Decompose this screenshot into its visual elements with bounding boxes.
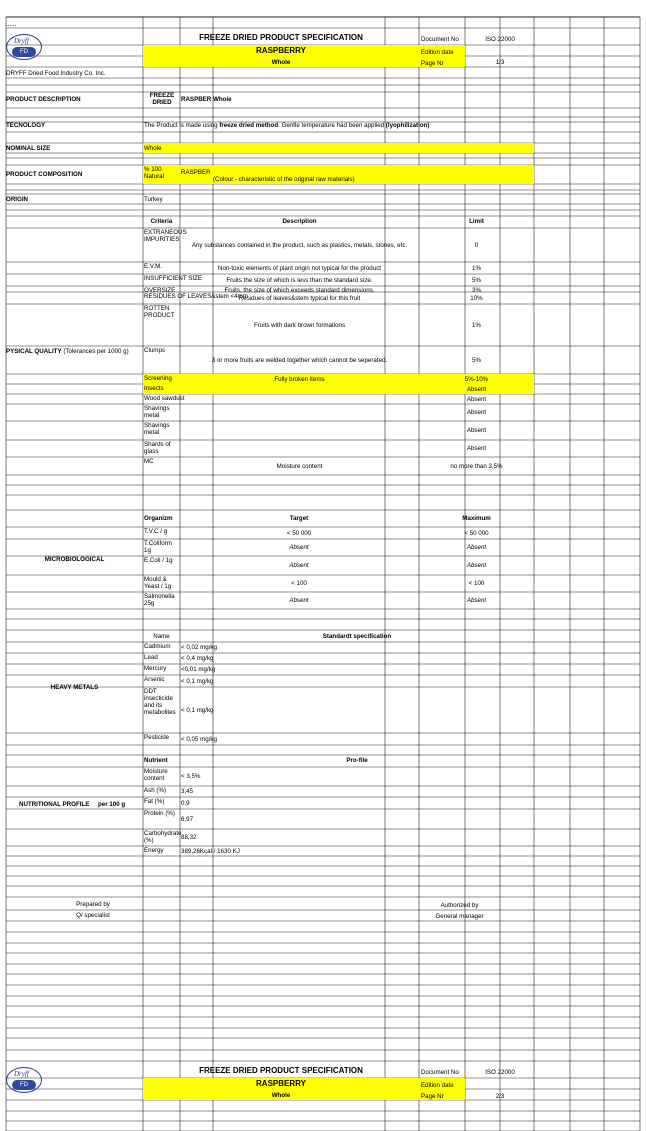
metal-value-cell: < 0,1 mg/kg xyxy=(181,677,214,685)
authorized-by: Authorized by xyxy=(440,902,479,909)
physical-header-description: Description xyxy=(282,218,317,225)
composition-note: (Colour - characteristic of the original raw materials) xyxy=(213,176,355,183)
organism-cell: Mould & Yeast / 1g xyxy=(144,576,172,590)
maximum-cell: Absent xyxy=(466,544,487,551)
target-cell: < 100 xyxy=(291,580,307,587)
nutrient-cell: Moisture content xyxy=(144,768,168,782)
criteria-cell: Clumps xyxy=(144,347,165,354)
nutrient-cell: Ash (%) xyxy=(144,787,167,794)
limit-cell: no more than 3,5% xyxy=(450,462,503,470)
criteria-cell: OVERSIZE xyxy=(144,287,176,294)
description-cell: Fruits, the size of which exceeds standard dimensions. xyxy=(224,287,375,294)
micro-header-organism: Organizm xyxy=(144,515,173,522)
spec-title-page-2: FREEZE DRIED PRODUCT SPECIFICATION xyxy=(199,1066,363,1075)
description-cell: 3 or more fruits are welded together which cannot be seperated. xyxy=(211,356,388,364)
metal-name-cell: Lead xyxy=(144,654,158,661)
criteria-cell: Shavings metal xyxy=(144,405,170,419)
nutrient-value-cell: 88,32 xyxy=(181,834,197,841)
limit-cell: Absent xyxy=(466,385,487,393)
criteria-cell: EXTRANEOUS IMPURITIES xyxy=(144,229,187,243)
physical-quality-label: PYSICAL QUALITY (Tolerances per 1000 g) xyxy=(6,348,129,355)
description-form: Whole xyxy=(213,96,232,103)
origin-value: Turkey xyxy=(144,196,163,203)
criteria-cell: Insects xyxy=(144,385,164,392)
document-no-page-2: ISO 22000 xyxy=(485,1069,515,1076)
maximum-cell: Absent xyxy=(466,597,487,604)
edition-date-label-page-2: Edition date xyxy=(421,1082,454,1089)
technology-text: The Product is made using freeze dried method. Gentle temperature had been applied (lyophilization) xyxy=(144,122,430,129)
page-nr-label: Page Nr xyxy=(421,60,444,67)
target-cell: Absent xyxy=(289,597,309,604)
physical-header-criteria: Criteria xyxy=(150,218,173,225)
limit-cell: Absent xyxy=(466,395,487,403)
authorized-role: General manager xyxy=(435,913,484,920)
origin-label: ORIGIN xyxy=(6,196,29,203)
criteria-cell: Wood sawdust xyxy=(144,395,185,402)
document-no: ISO 22000 xyxy=(485,36,515,43)
metal-name-cell: DDT insecticide and its metabolites xyxy=(144,688,176,716)
limit-cell: Absent xyxy=(466,409,487,416)
nutrient-cell: Fat (%) xyxy=(144,798,165,805)
limit-cell: 1% xyxy=(472,321,481,329)
metals-header-spec: Standardt specification xyxy=(322,633,392,640)
company-name: DRYFF Dried Food Industry Co. Inc. xyxy=(6,70,106,77)
metal-value-cell: < 0,4 mg/kg xyxy=(181,655,214,662)
highlight-nominal xyxy=(143,143,534,153)
criteria-cell: MC xyxy=(144,458,154,465)
heavy-metals-label: HEAVY METALS xyxy=(50,684,99,691)
description-fruit: RASPBER xyxy=(181,96,212,103)
nominal-size-label: NOMINAL SIZE xyxy=(6,145,51,152)
company-logo xyxy=(6,34,42,60)
limit-cell: 5% xyxy=(472,276,481,284)
description-cell: Moisture content xyxy=(276,462,323,470)
metal-value-cell: < 0,1 mg/kg xyxy=(181,706,214,714)
logo-badge: FD xyxy=(12,1080,36,1090)
corner-mark: ...... xyxy=(6,21,17,28)
nutrient-value-cell: 0,9 xyxy=(181,799,190,807)
description-cell: Fruits with dark brown formations xyxy=(253,321,346,329)
metals-header-name: Name xyxy=(153,633,170,640)
maximum-cell: < 50 000 xyxy=(464,529,489,537)
metal-value-cell: < 0,05 mg/kg xyxy=(181,735,217,743)
target-cell: Absent xyxy=(289,544,309,551)
physical-header-limit: Limit xyxy=(469,218,484,225)
metal-value-cell: <0,01 mg/kg xyxy=(181,666,216,673)
description-cell: Non-toxic elements of plant origin not typical for the product xyxy=(217,264,382,272)
spec-title: FREEZE DRIED PRODUCT SPECIFICATION xyxy=(199,33,363,42)
prepared-role: Q/ specialist xyxy=(76,912,110,919)
criteria-cell: Shards of glass xyxy=(144,441,171,455)
nutrition-header-profile: Pro-file xyxy=(346,757,368,764)
limit-cell: 5% xyxy=(472,356,481,364)
nutrient-value-cell: < 3,5% xyxy=(181,773,201,780)
nominal-size-value: Whole xyxy=(144,145,162,152)
company-logo-page-2 xyxy=(6,1067,42,1093)
composition-fruit: RASPBER xyxy=(181,169,211,176)
metal-name-cell: Cadmium xyxy=(144,643,171,650)
metal-value-cell: < 0,02 mg/kg xyxy=(181,644,217,651)
logo-text: Dryff xyxy=(14,1070,29,1078)
target-cell: < 50 000 xyxy=(286,529,312,537)
nutrition-label: NUTRITIONAL PROFILE per 100 g xyxy=(19,801,126,808)
description-cell: Residues of leaves&stem typical for this fruit xyxy=(238,294,361,302)
metal-name-cell: Arsenic xyxy=(144,676,165,683)
limit-cell: Absent xyxy=(466,427,487,434)
composition-label: PRODUCT COMPOSITION xyxy=(6,171,83,178)
prepared-by: Prepared by xyxy=(76,901,110,908)
nutrient-cell: Energy xyxy=(144,847,164,854)
product-name: RASPBERRY xyxy=(256,46,306,55)
description-label: PRODUCT DESCRIPTION xyxy=(6,96,81,103)
nutrient-cell: Protein (%) xyxy=(144,810,175,817)
metal-name-cell: Pesticide xyxy=(144,734,170,741)
description-cell: Fully broken items xyxy=(274,375,325,383)
description-type: FREEZE DRIED xyxy=(149,92,175,106)
technology-label: TECNOLOGY xyxy=(6,122,46,129)
product-form-page-2: Whole xyxy=(271,1092,291,1099)
document-no-label: Document No xyxy=(421,36,459,43)
criteria-cell: E.V.M. xyxy=(144,263,162,270)
criteria-cell: Screening xyxy=(144,375,172,382)
limit-cell: 10% xyxy=(470,294,483,302)
criteria-cell: RESIDUES OF LEAVES&stem <4mm xyxy=(144,293,248,300)
limit-cell: 3% xyxy=(472,287,481,294)
organism-cell: T.V.C / g xyxy=(144,528,168,535)
organism-cell: E.Coli / 1g xyxy=(144,557,173,564)
criteria-cell: Shavings metal xyxy=(144,422,170,436)
product-name-page-2: RASPBERRY xyxy=(256,1079,306,1088)
nutrient-value-cell: 389,26Kcal / 1630 KJ xyxy=(181,847,240,855)
limit-cell: 1% xyxy=(472,264,481,272)
micro-header-target: Target xyxy=(289,515,309,522)
maximum-cell: < 100 xyxy=(468,580,485,587)
nutrient-value-cell: 6,97 xyxy=(181,815,194,823)
document-no-label-page-2: Document No xyxy=(421,1069,459,1076)
description-cell: Any substances contained in the product, such as plastics, metals, stones, etc. xyxy=(191,241,408,249)
logo-text: Dryff xyxy=(14,37,29,45)
target-cell: Absent xyxy=(289,562,309,569)
nutrient-value-cell: 3,45 xyxy=(181,788,194,795)
metal-name-cell: Mercury xyxy=(144,665,167,672)
edition-date-label: Edition date xyxy=(421,49,454,56)
criteria-cell: ROTTEN PRODUCT xyxy=(144,305,175,319)
page-nr-label-page-2: Page Nr xyxy=(421,1093,444,1100)
product-form: Whole xyxy=(271,59,291,66)
page-number-page-2: 2/3 xyxy=(495,1093,505,1100)
limit-cell: 0 xyxy=(474,241,479,249)
limit-cell: Absent xyxy=(466,445,487,452)
micro-header-maximum: Maximum xyxy=(462,515,491,522)
organism-cell: Salmonella 25g xyxy=(144,593,175,607)
description-cell: Fruits the size of which is less than the standard size. xyxy=(226,276,373,284)
page-number: 1/3 xyxy=(495,59,505,66)
criteria-cell: INSUFFICIENT SIZE xyxy=(144,275,202,282)
nutrition-header-nutrient: Nutrient xyxy=(144,757,168,764)
nutrient-cell: Carbohydrate (%) xyxy=(144,830,182,844)
organism-cell: T.Coliform 1g xyxy=(144,540,172,554)
composition-percent: % 100 Natural xyxy=(144,166,164,180)
logo-badge: FD xyxy=(12,47,36,57)
microbiological-label: MICROBIOLOGICAL xyxy=(44,556,105,563)
limit-cell: 5%-10% xyxy=(464,375,489,383)
maximum-cell: Absent xyxy=(466,562,487,569)
